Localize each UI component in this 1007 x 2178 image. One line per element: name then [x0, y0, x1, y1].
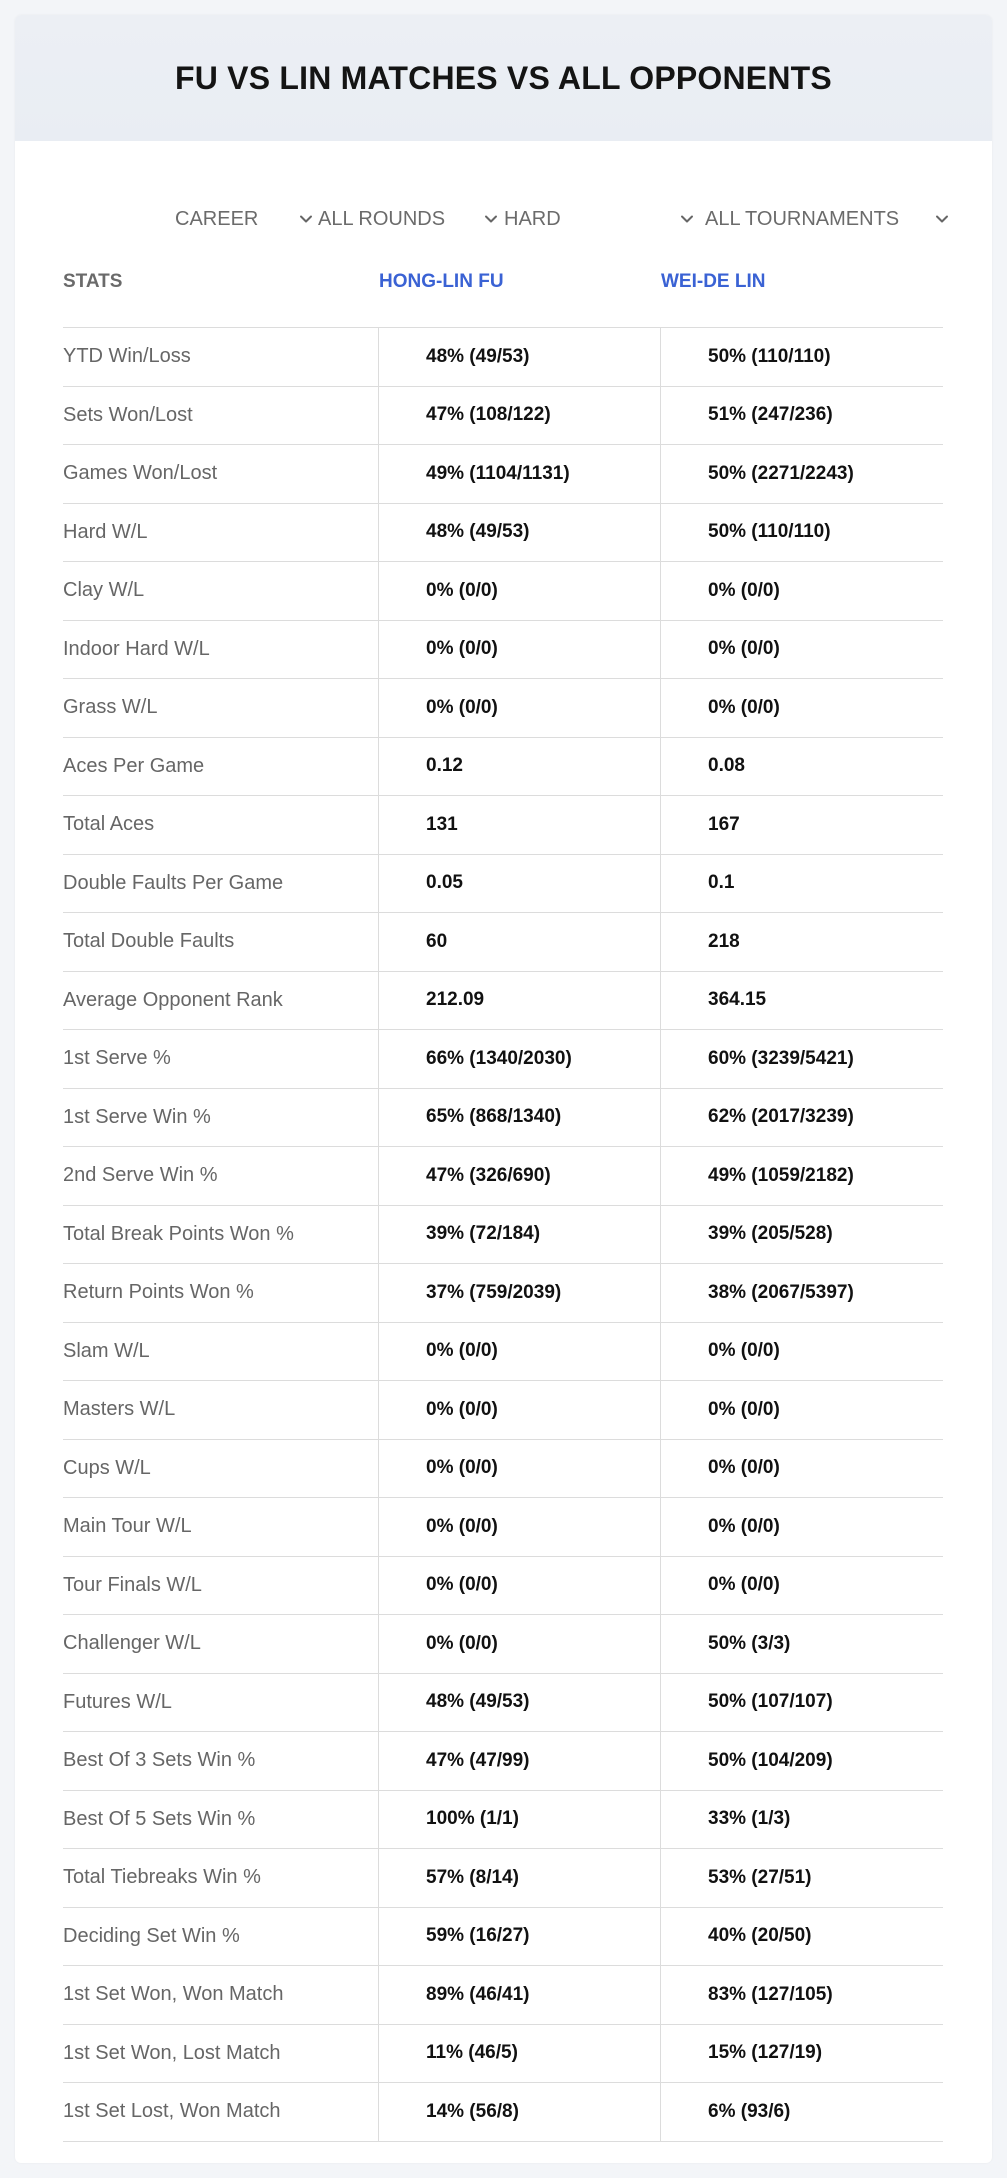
column-divider — [378, 1908, 379, 1966]
chevron-down-icon — [680, 212, 694, 226]
player1-value: 212.09 — [426, 989, 485, 1011]
player2-value: 62% (2017/3239) — [708, 1106, 854, 1128]
column-divider — [660, 1264, 661, 1322]
column-divider — [378, 1849, 379, 1907]
stats-column-header: STATS — [63, 271, 123, 292]
table-row — [63, 562, 943, 621]
table-row — [63, 972, 943, 1031]
column-divider — [660, 972, 661, 1030]
stat-label: Slam W/L — [63, 1339, 150, 1362]
player1-value: 47% (108/122) — [426, 404, 551, 426]
page-title: FU VS LIN MATCHES VS ALL OPPONENTS — [175, 59, 832, 96]
player1-value: 14% (56/8) — [426, 2100, 519, 2122]
stat-label: Main Tour W/L — [63, 1515, 192, 1538]
period-select[interactable] — [175, 191, 313, 247]
column-divider — [378, 1966, 379, 2024]
column-divider — [660, 913, 661, 971]
table-row — [63, 1849, 943, 1908]
table-row — [63, 1381, 943, 1440]
player2-value: 6% (93/6) — [708, 2100, 791, 2122]
column-divider — [660, 1323, 661, 1381]
table-row — [63, 1030, 943, 1089]
player1-value: 100% (1/1) — [426, 1808, 519, 1830]
surface-select-value: HARD — [504, 207, 561, 230]
column-divider — [660, 1674, 661, 1732]
stat-label: Best Of 3 Sets Win % — [63, 1749, 256, 1772]
player1-column-header[interactable]: HONG-LIN FU — [379, 271, 504, 292]
column-divider — [378, 562, 379, 620]
column-divider — [660, 679, 661, 737]
round-select-value: ALL ROUNDS — [318, 207, 446, 230]
player2-value: 0% (0/0) — [708, 1457, 780, 1479]
table-row — [63, 679, 943, 738]
surface-select[interactable] — [504, 191, 694, 247]
table-row — [63, 1264, 943, 1323]
column-divider — [378, 1147, 379, 1205]
table-row — [63, 1147, 943, 1206]
column-divider — [378, 445, 379, 503]
table-row — [63, 1674, 943, 1733]
player2-value: 60% (3239/5421) — [708, 1047, 854, 1069]
column-divider — [378, 1030, 379, 1088]
player1-value: 48% (49/53) — [426, 345, 530, 367]
player1-value: 66% (1340/2030) — [426, 1047, 572, 1069]
column-divider — [660, 1557, 661, 1615]
stat-label: Average Opponent Rank — [63, 988, 283, 1011]
column-divider — [378, 855, 379, 913]
column-divider — [660, 1791, 661, 1849]
table-row — [63, 1966, 943, 2025]
player1-value: 37% (759/2039) — [426, 1281, 562, 1303]
player2-value: 0% (0/0) — [708, 579, 780, 601]
column-divider — [378, 1264, 379, 1322]
player1-value: 39% (72/184) — [426, 1223, 541, 1245]
column-divider — [660, 2083, 661, 2141]
player1-value: 0% (0/0) — [426, 1340, 498, 1362]
player2-value: 15% (127/19) — [708, 2042, 823, 2064]
player2-value: 49% (1059/2182) — [708, 1164, 854, 1186]
chevron-down-icon — [935, 212, 949, 226]
player1-value: 47% (47/99) — [426, 1749, 530, 1771]
player1-value: 0% (0/0) — [426, 1515, 498, 1537]
player1-value: 0% (0/0) — [426, 696, 498, 718]
chevron-down-icon — [484, 212, 498, 226]
player2-value: 364.15 — [708, 989, 767, 1011]
player2-value: 83% (127/105) — [708, 1983, 833, 2005]
stat-label: Double Faults Per Game — [63, 871, 284, 894]
table-row — [63, 2083, 943, 2142]
player1-value: 48% (49/53) — [426, 1691, 530, 1713]
player2-value: 0.08 — [708, 755, 745, 777]
player1-value: 0% (0/0) — [426, 1632, 498, 1654]
column-divider — [378, 1557, 379, 1615]
table-row — [63, 1440, 943, 1499]
column-divider — [378, 1674, 379, 1732]
column-divider — [660, 1440, 661, 1498]
table-row — [63, 621, 943, 680]
player1-value: 49% (1104/1131) — [426, 462, 570, 484]
column-divider — [660, 1615, 661, 1673]
column-divider — [378, 1323, 379, 1381]
table-row — [63, 855, 943, 914]
column-divider — [660, 796, 661, 854]
column-divider — [378, 328, 379, 386]
tournament-select-value: ALL TOURNAMENTS — [705, 207, 900, 230]
column-divider — [378, 2025, 379, 2083]
table-row — [63, 328, 943, 387]
stats-card — [15, 15, 992, 2163]
player1-value: 57% (8/14) — [426, 1866, 519, 1888]
column-divider — [660, 855, 661, 913]
player2-value: 0% (0/0) — [708, 1398, 780, 1420]
filter-bar — [15, 191, 992, 247]
column-divider — [378, 796, 379, 854]
player2-value: 0% (0/0) — [708, 1515, 780, 1537]
player1-value: 11% (46/5) — [426, 2042, 518, 2064]
table-header — [63, 251, 943, 328]
player2-value: 50% (110/110) — [708, 521, 831, 543]
column-divider — [660, 1147, 661, 1205]
player2-value: 218 — [708, 930, 740, 952]
column-divider — [378, 679, 379, 737]
stat-label: Cups W/L — [63, 1456, 151, 1479]
table-row — [63, 1791, 943, 1850]
column-divider — [660, 328, 661, 386]
column-divider — [660, 504, 661, 562]
column-divider — [660, 1030, 661, 1088]
column-divider — [660, 621, 661, 679]
table-row — [63, 1732, 943, 1791]
player2-value: 51% (247/236) — [708, 404, 833, 426]
table-row — [63, 738, 943, 797]
stat-label: Futures W/L — [63, 1690, 172, 1713]
column-divider — [660, 738, 661, 796]
column-divider — [378, 913, 379, 971]
player2-column-header[interactable]: WEI-DE LIN — [661, 271, 766, 292]
player2-value: 0% (0/0) — [708, 1574, 780, 1596]
column-divider — [660, 445, 661, 503]
column-divider — [378, 1498, 379, 1556]
column-divider — [660, 1089, 661, 1147]
stat-label: Total Break Points Won % — [63, 1222, 294, 1245]
player1-value: 0.12 — [426, 755, 463, 777]
stat-label: 1st Serve % — [63, 1047, 171, 1070]
table-row — [63, 1908, 943, 1967]
table-row — [63, 1615, 943, 1674]
player1-value: 0% (0/0) — [426, 1398, 498, 1420]
column-divider — [660, 387, 661, 445]
table-row — [63, 445, 943, 504]
stat-label: YTD Win/Loss — [63, 345, 191, 368]
player2-value: 53% (27/51) — [708, 1866, 812, 1888]
stat-label: Return Points Won % — [63, 1281, 254, 1304]
player2-value: 0% (0/0) — [708, 1340, 780, 1362]
column-divider — [378, 738, 379, 796]
table-row — [63, 504, 943, 563]
stat-label: Games Won/Lost — [63, 462, 218, 485]
player2-value: 167 — [708, 813, 740, 835]
stat-label: Total Aces — [63, 813, 155, 836]
player2-value: 50% (110/110) — [708, 345, 831, 367]
player2-value: 50% (104/209) — [708, 1749, 833, 1771]
player1-value: 60 — [426, 930, 448, 952]
player1-value: 0% (0/0) — [426, 1574, 498, 1596]
player2-value: 0% (0/0) — [708, 638, 780, 660]
player1-value: 0% (0/0) — [426, 579, 498, 601]
column-divider — [660, 1381, 661, 1439]
column-divider — [378, 1791, 379, 1849]
stat-label: Sets Won/Lost — [63, 403, 193, 426]
column-divider — [378, 1615, 379, 1673]
player2-value: 50% (107/107) — [708, 1691, 833, 1713]
column-divider — [378, 1089, 379, 1147]
player2-value: 38% (2067/5397) — [708, 1281, 854, 1303]
column-divider — [378, 1381, 379, 1439]
table-row — [63, 1323, 943, 1382]
table-row — [63, 1206, 943, 1265]
stat-label: 1st Set Won, Lost Match — [63, 2041, 281, 2064]
column-divider — [378, 387, 379, 445]
stat-label: Grass W/L — [63, 696, 158, 719]
round-select[interactable] — [318, 191, 498, 247]
column-divider — [378, 972, 379, 1030]
stat-label: Tour Finals W/L — [63, 1573, 202, 1596]
table-body — [63, 328, 943, 2142]
stat-label: Deciding Set Win % — [63, 1924, 240, 1947]
table-row — [63, 1089, 943, 1148]
player2-value: 39% (205/528) — [708, 1223, 833, 1245]
column-divider — [378, 1206, 379, 1264]
stat-label: Challenger W/L — [63, 1632, 201, 1655]
stat-label: Masters W/L — [63, 1398, 176, 1421]
player1-value: 59% (16/27) — [426, 1925, 530, 1947]
table-row — [63, 387, 943, 446]
player1-value: 0% (0/0) — [426, 1457, 498, 1479]
stats-table — [63, 251, 943, 2142]
stat-label: Clay W/L — [63, 579, 145, 602]
stat-label: 2nd Serve Win % — [63, 1164, 218, 1187]
table-row — [63, 1557, 943, 1616]
column-divider — [660, 1908, 661, 1966]
column-divider — [378, 1440, 379, 1498]
player1-value: 47% (326/690) — [426, 1164, 551, 1186]
stat-label: Indoor Hard W/L — [63, 637, 210, 660]
player2-value: 0% (0/0) — [708, 696, 780, 718]
stat-label: 1st Set Lost, Won Match — [63, 2100, 281, 2123]
stat-label: Best Of 5 Sets Win % — [63, 1807, 256, 1830]
stat-label: Aces Per Game — [63, 754, 205, 777]
player1-value: 0% (0/0) — [426, 638, 498, 660]
column-divider — [378, 1732, 379, 1790]
player2-value: 33% (1/3) — [708, 1808, 791, 1830]
stat-label: Total Tiebreaks Win % — [63, 1866, 261, 1889]
tournament-select[interactable] — [705, 191, 949, 247]
column-divider — [660, 1498, 661, 1556]
column-divider — [660, 562, 661, 620]
column-divider — [660, 1849, 661, 1907]
player1-value: 0.05 — [426, 872, 463, 894]
column-divider — [660, 1206, 661, 1264]
chevron-down-icon — [299, 212, 313, 226]
table-row — [63, 913, 943, 972]
player1-value: 65% (868/1340) — [426, 1106, 562, 1128]
stat-label: 1st Set Won, Won Match — [63, 1983, 284, 2006]
column-divider — [660, 1966, 661, 2024]
table-row — [63, 2025, 943, 2084]
table-row — [63, 1498, 943, 1557]
player2-value: 50% (3/3) — [708, 1632, 791, 1654]
player2-value: 40% (20/50) — [708, 1925, 812, 1947]
stat-label: Total Double Faults — [63, 930, 235, 953]
stat-label: Hard W/L — [63, 520, 148, 543]
player1-value: 48% (49/53) — [426, 521, 530, 543]
period-select-value: CAREER — [175, 207, 259, 230]
stat-label: 1st Serve Win % — [63, 1105, 211, 1128]
player1-value: 89% (46/41) — [426, 1983, 530, 2005]
column-divider — [378, 621, 379, 679]
column-divider — [660, 2025, 661, 2083]
column-divider — [378, 504, 379, 562]
column-divider — [660, 1732, 661, 1790]
card-header — [15, 15, 992, 141]
player2-value: 50% (2271/2243) — [708, 462, 854, 484]
player1-value: 131 — [426, 813, 458, 835]
player2-value: 0.1 — [708, 872, 735, 894]
table-row — [63, 796, 943, 855]
column-divider — [378, 2083, 379, 2141]
